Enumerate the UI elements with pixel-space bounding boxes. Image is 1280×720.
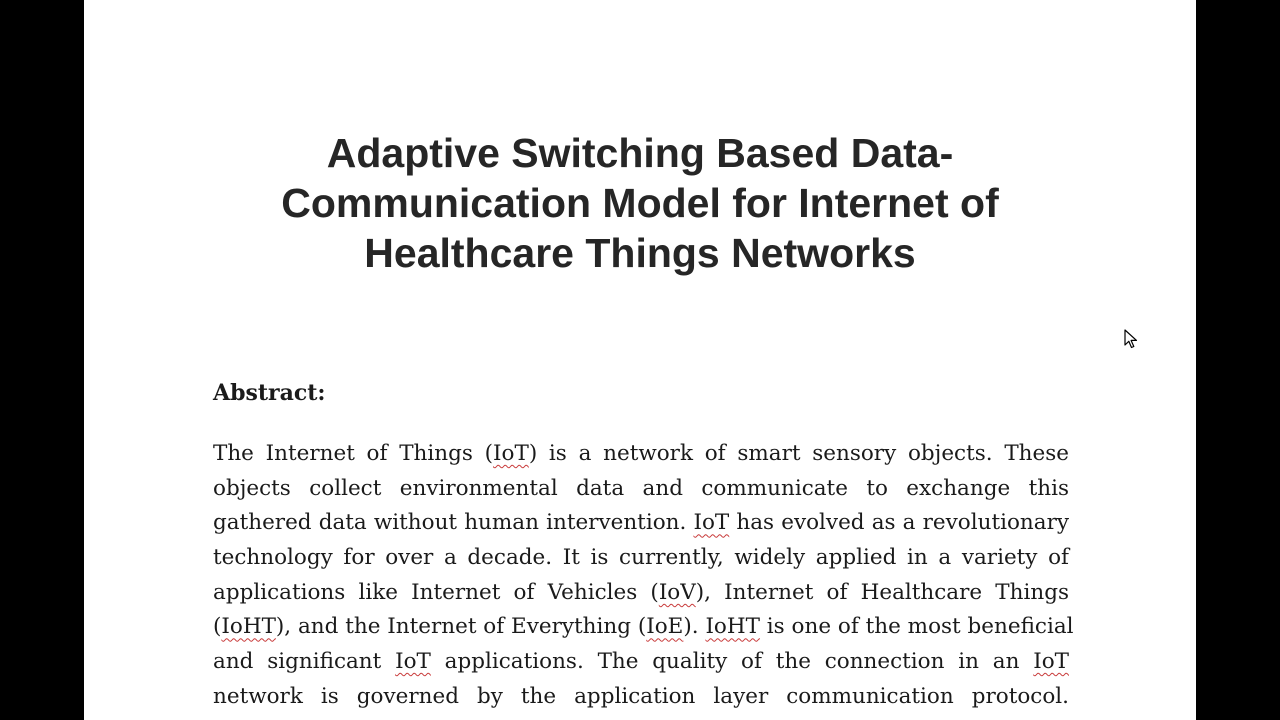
text-run: objects collect environmental data and communicate to exchange this bbox=[213, 475, 1069, 501]
spellcheck-flagged-word: IoV bbox=[658, 579, 696, 605]
spellcheck-flagged-word: IoT bbox=[493, 441, 529, 466]
text-run: network is governed by the application layer communication protocol. bbox=[213, 683, 1069, 709]
text-run: and significant bbox=[213, 649, 396, 675]
text-run: is one of the most beneficial bbox=[759, 614, 1074, 640]
document-page bbox=[84, 0, 1196, 720]
spellcheck-flagged-word: IoHT bbox=[705, 614, 760, 640]
abstract-line bbox=[213, 541, 1069, 576]
abstract-line bbox=[213, 610, 1074, 645]
text-run: has evolved as a revolutionary bbox=[729, 510, 1069, 536]
title-line: Communication Model for Internet of bbox=[281, 180, 999, 226]
title-line: Adaptive Switching Based Data- bbox=[326, 130, 954, 176]
spellcheck-flagged-word: IoT bbox=[1033, 649, 1069, 675]
text-run: ( bbox=[213, 614, 222, 640]
abstract-line bbox=[213, 437, 1069, 472]
abstract-line bbox=[213, 506, 1069, 541]
text-run: applications. The quality of the connection in an bbox=[430, 649, 1034, 675]
text-run: ) is a network of smart sensory objects. These bbox=[528, 441, 1070, 466]
text-run: technology for over a decade. It is currently, widely applied in a variety of bbox=[213, 545, 1069, 571]
abstract-line bbox=[213, 576, 1069, 611]
abstract-paragraph bbox=[213, 437, 1074, 715]
spellcheck-flagged-word: IoHT bbox=[221, 614, 276, 640]
spellcheck-flagged-word: IoE bbox=[646, 614, 684, 640]
mouse-pointer-icon bbox=[1124, 329, 1138, 349]
text-run: ). bbox=[683, 614, 706, 640]
text-run: ), Internet of Healthcare Things bbox=[695, 579, 1069, 605]
text-run: applications like Internet of Vehicles ( bbox=[213, 579, 659, 605]
title-line: Healthcare Things Networks bbox=[364, 230, 916, 276]
document-title bbox=[84, 128, 1196, 278]
spellcheck-flagged-word: IoT bbox=[395, 649, 431, 675]
text-run: gathered data without human intervention. bbox=[213, 510, 694, 536]
text-run: The Internet of Things ( bbox=[213, 441, 494, 466]
spellcheck-flagged-word: IoT bbox=[693, 510, 730, 536]
abstract-heading: Abstract: bbox=[213, 380, 326, 406]
abstract-line bbox=[213, 645, 1069, 680]
text-run: ), and the Internet of Everything ( bbox=[275, 614, 647, 640]
abstract-line bbox=[213, 472, 1069, 507]
abstract-line bbox=[213, 680, 1069, 715]
